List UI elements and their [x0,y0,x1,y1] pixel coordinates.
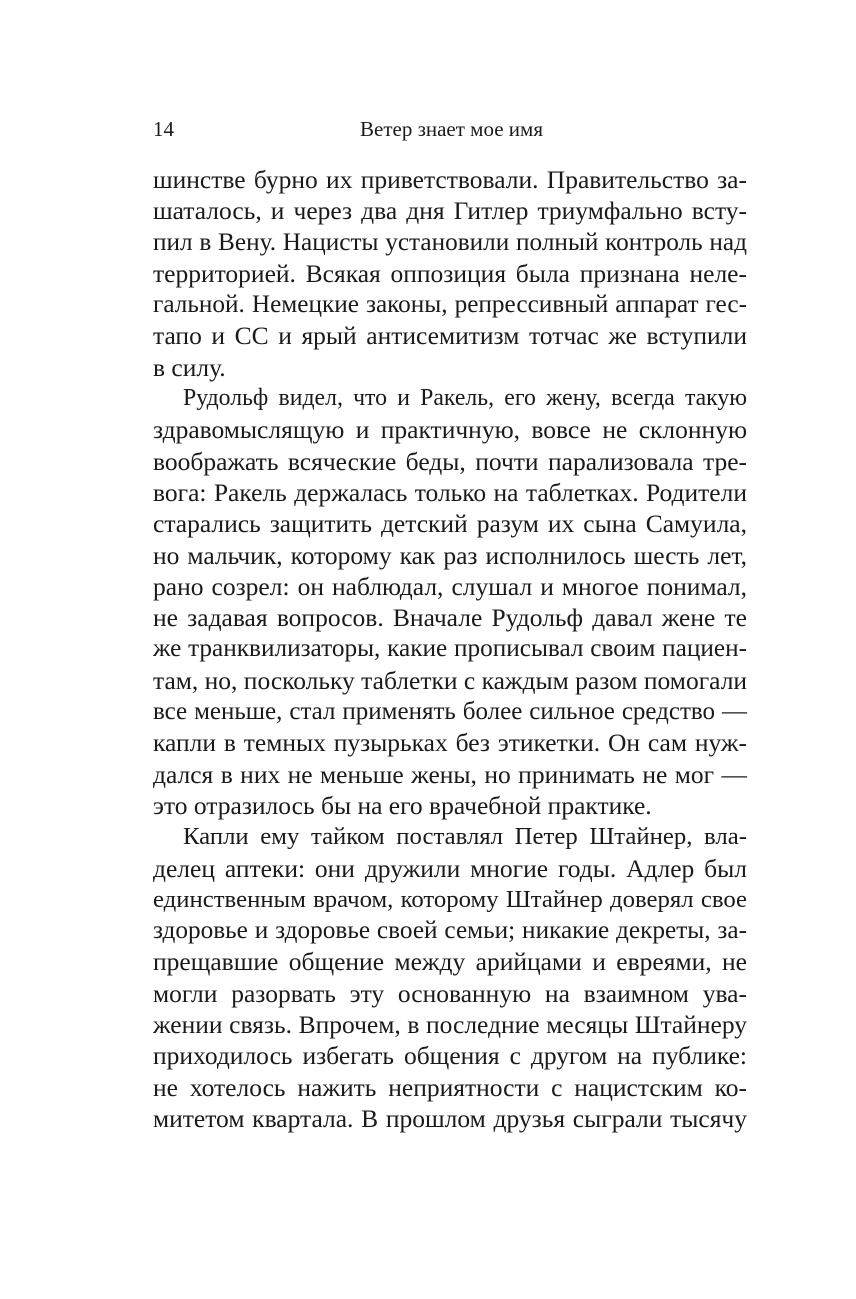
text-line: тапо и СС и ярый антисемитизм тотчас же вступили [153,321,747,351]
text-line: здоровье и здоровье своей семьи; никакие декреты, за- [153,916,747,945]
body-text [153,164,747,1134]
text-line: Капли ему тайком поставлял Петер Штайнер, вла- [183,823,747,851]
text-line: могли разорвать эту основанную на взаимном ува- [153,978,747,1008]
text-line: делец аптеки: они дружили многие годы. Адлер был [153,853,747,883]
text-line: гальной. Немецкие законы, репрессивный аппарат гес- [153,290,747,319]
running-title: Ветер знает мое имя [360,117,543,141]
text-line: территорией. Всякая оппозиция была признана неле- [153,258,747,288]
running-header [153,114,747,144]
page-number: 14 [153,117,174,141]
text-line: там, но, поскольку таблетки с каждым разом помогали [153,665,748,695]
paragraph [153,821,747,1134]
text-line: прещавшие общение между арийцами и евреями, не [153,947,747,977]
text-line: здравомыслящую и практичную, вовсе не склонную [153,415,747,445]
text-line: это отразилось бы на его врачебной практике. [153,790,652,820]
text-line: митетом квартала. В прошлом друзья сыграли тысячу [153,1103,747,1133]
text-line: жении связь. Впрочем, в последние месяцы Штайнеру [153,1010,747,1040]
text-line: все меньше, стал применять более сильное средство — [153,698,747,726]
text-line: же транквилизаторы, какие прописывал своим пациен- [153,634,747,663]
text-line: вога: Ракель держалась только на таблетках. Родители [153,477,747,507]
text-line: пил в Вену. Нацисты установили полный контроль над [153,227,747,256]
text-line: шинстве бурно их приветствовали. Правительство за- [153,165,747,194]
text-line: единственным врачом, которому Штайнер доверял свое [153,885,747,913]
text-line: но мальчик, которому как раз исполнилось шесть лет, [153,540,747,570]
text-line: приходилось избегать общения с другом на публике: [153,1041,747,1071]
text-line: капли в темных пузырьках без этикетки. Он сам нуж- [153,728,747,758]
text-line: не хотелось нажить неприятности с нацистским ко- [153,1072,747,1102]
text-line: в силу. [153,352,226,382]
paragraph [153,164,747,383]
text-line: рано созрел: он наблюдал, слушал и многое понимал, [153,571,747,601]
text-line: дался в них не меньше жены, но принимать не мог — [153,759,747,789]
text-line: воображать всяческие беды, почти парализовала тре- [153,446,747,476]
text-line: не задавая вопросов. Вначале Рудольф давал жене те [153,603,747,633]
text-line: шаталось, и через два дня Гитлер триумфально всту- [153,196,747,226]
paragraph [153,383,747,821]
text-line: Рудольф видел, что и Ракель, его жену, всегда такую [183,385,747,412]
text-line: старались защитить детский разум их сына Самуила, [153,509,747,539]
